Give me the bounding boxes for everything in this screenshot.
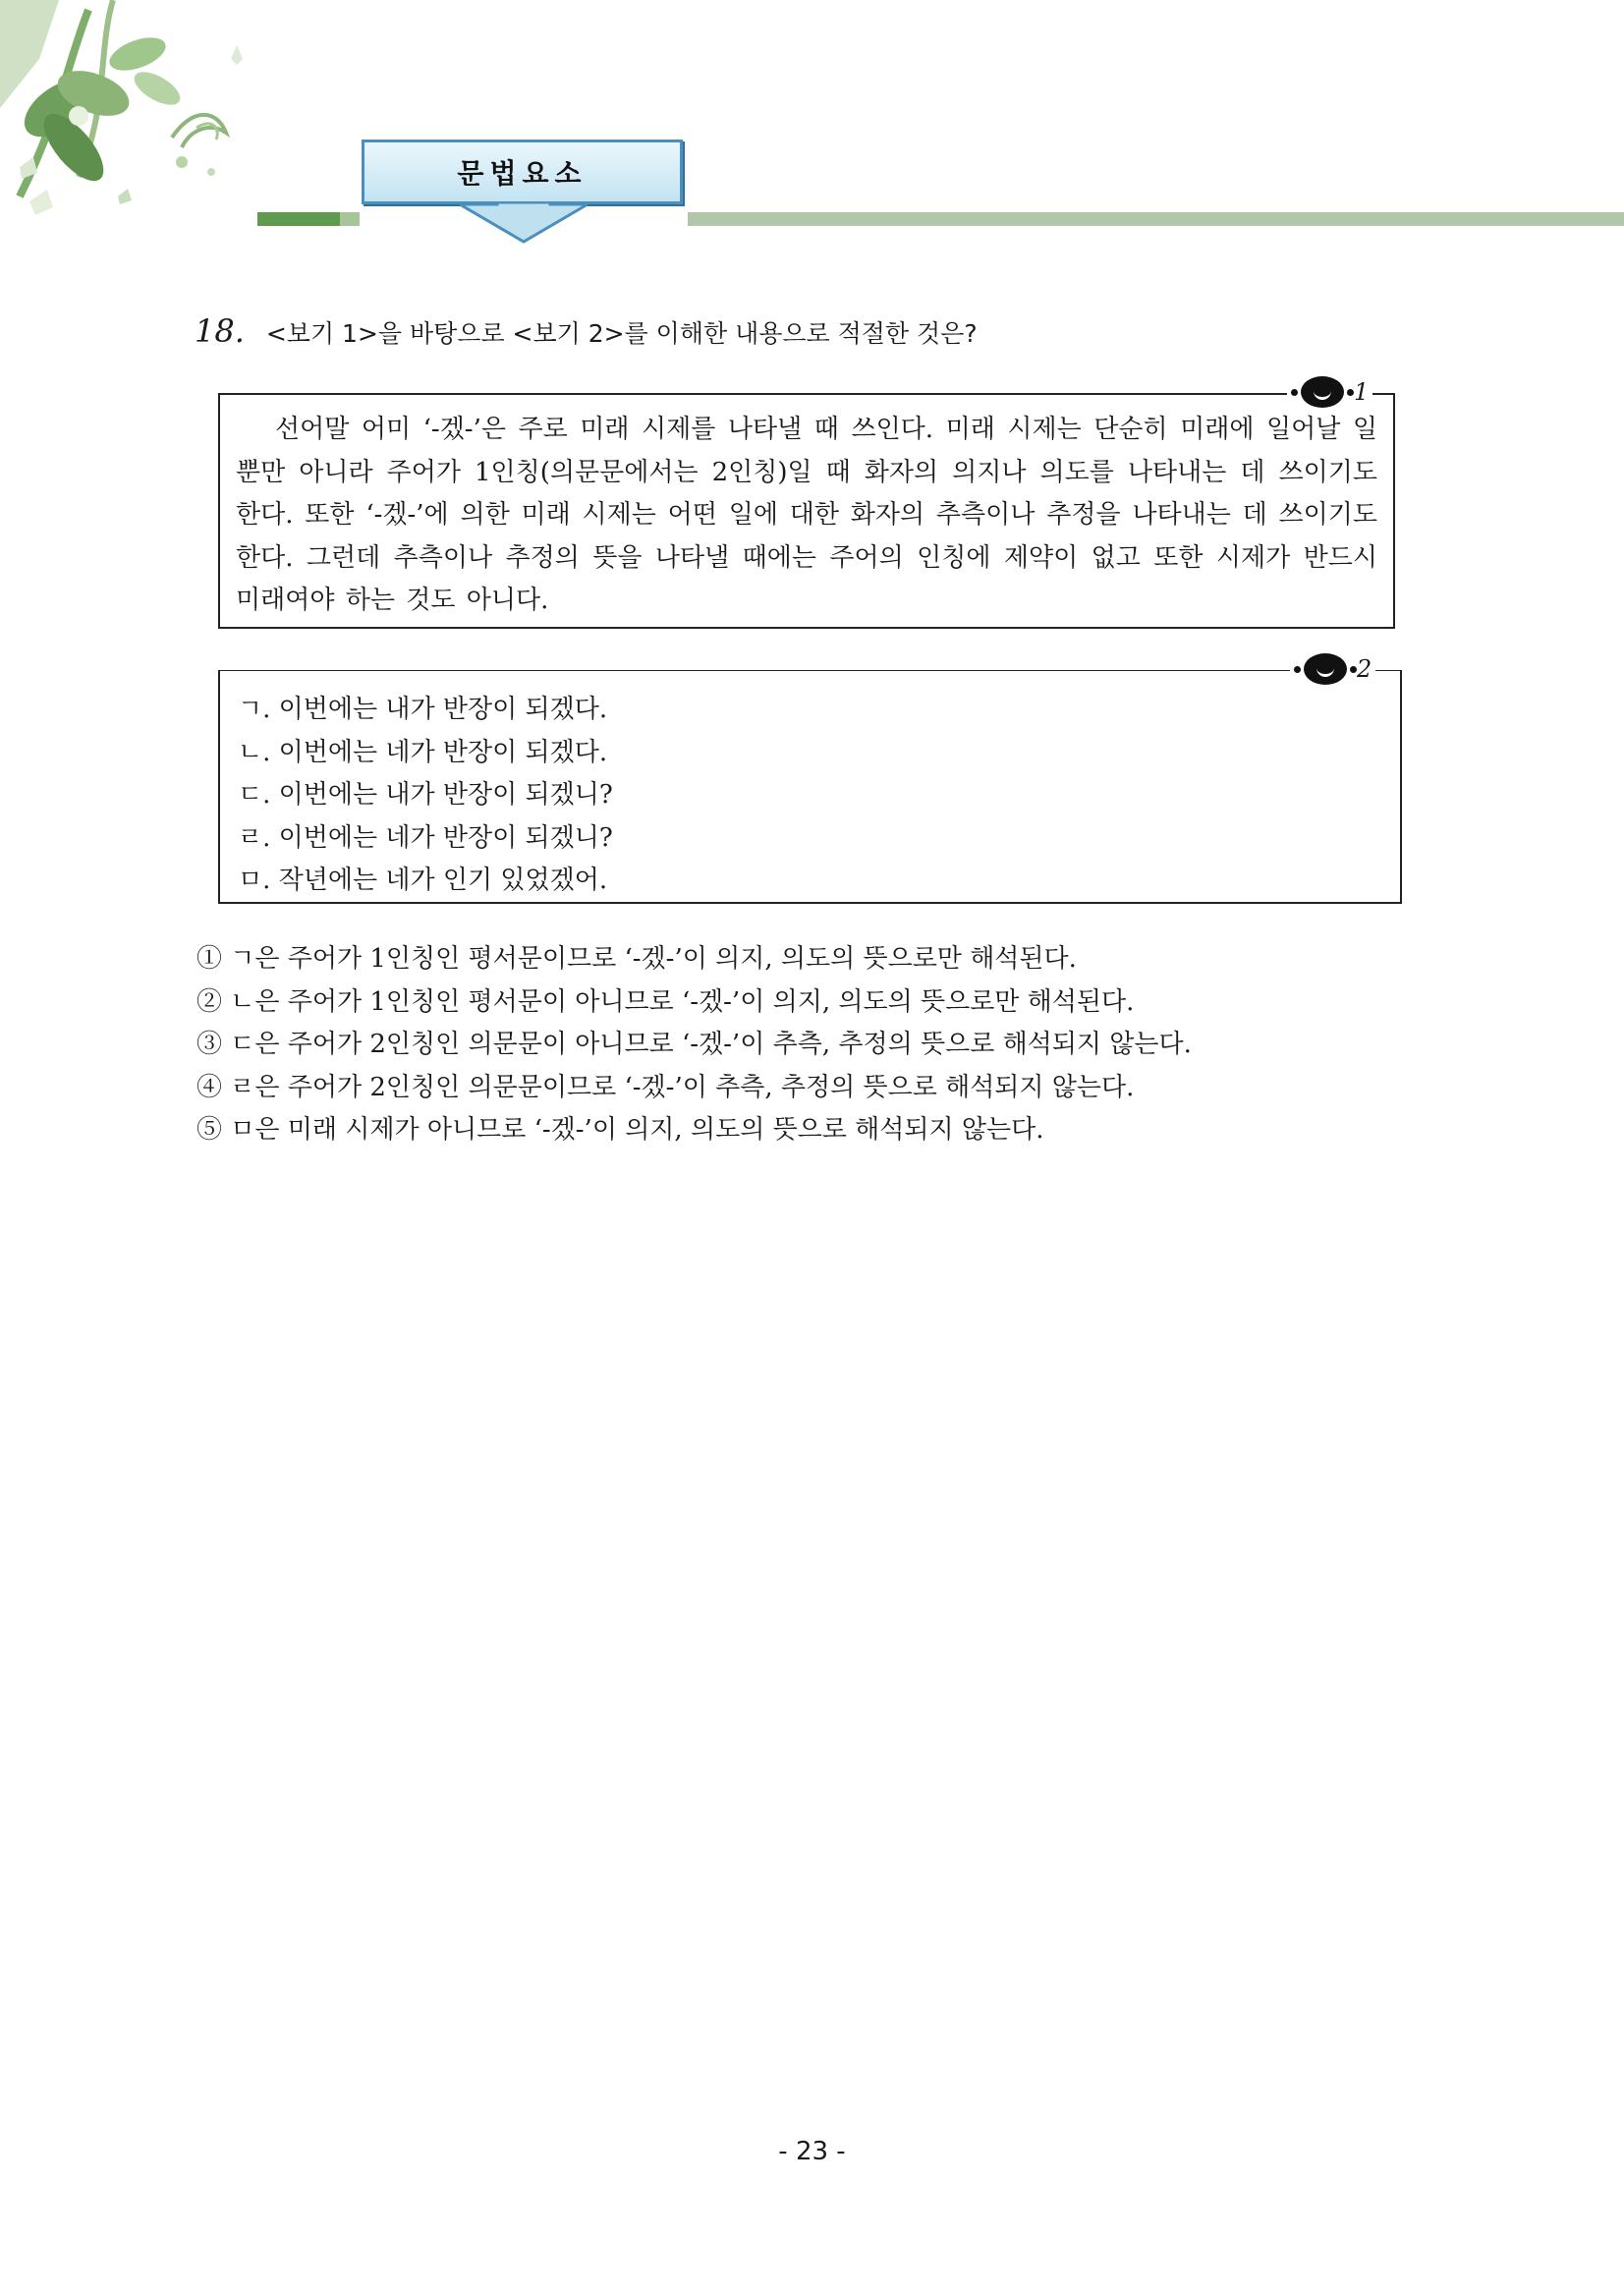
- box-1-label-number: 1: [1354, 378, 1370, 406]
- example-sentence: ㄷ. 이번에는 내가 반장이 되겠니?: [238, 780, 613, 810]
- answer-choice-1[interactable]: ① ㄱ은 주어가 1인칭인 평서문이므로 ‘-겠-’이 의지, 의도의 뜻으로만 해석된다.: [196, 944, 1077, 974]
- header-rule-accent-light: [340, 212, 360, 226]
- bogi-badge-icon: [1301, 376, 1344, 408]
- box-2-label: [1290, 653, 1375, 685]
- arrow-down-icon: [460, 202, 588, 244]
- dot-icon: [1350, 666, 1357, 673]
- question-number: 18.: [195, 312, 245, 350]
- dot-icon: [1294, 666, 1301, 673]
- example-sentence: ㄹ. 이번에는 네가 반장이 되겠니?: [238, 822, 613, 853]
- reference-box-1-text: 선어말 어미 ‘-겠-’은 주로 미래 시제를 나타낼 때 쓰인다. 미래 시제는 단순히 미래에 일어날 일뿐만 아니라 주어가 1인칭(의문문에서는 2인칭)일 때 화자의 의지나 의도를 나타내는 데 쓰이기도 한다. 또한 ‘-겠-’에 의한 미래 시제는 어떤 일에 대한 화자의 추측이나 추정을 나타내는 데 쓰이기도 한다. 그런데 추측이나 추정의 뜻을 나타낼 때에는 주어의 인칭에 제약이 없고 또한 시제가 반드시 미래여야 하는 것도 아니다.: [236, 415, 1377, 615]
- header-rule-accent: [257, 212, 340, 226]
- answer-choice-2[interactable]: ② ㄴ은 주어가 1인칭인 평서문이 아니므로 ‘-겠-’이 의지, 의도의 뜻으로만 해석된다.: [196, 986, 1135, 1017]
- question-text: <보기 1>을 바탕으로 <보기 2>를 이해한 내용으로 적절한 것은?: [265, 319, 978, 348]
- flower-vine-icon: [0, 0, 265, 231]
- reference-box-2: [218, 670, 1402, 904]
- answer-choice-5[interactable]: ⑤ ㅁ은 미래 시제가 아니므로 ‘-겠-’이 의지, 의도의 뜻으로 해석되지 않는다.: [196, 1115, 1044, 1145]
- section-title-banner: [362, 140, 683, 204]
- box-2-label-number: 2: [1357, 655, 1372, 683]
- example-sentence: ㄴ. 이번에는 네가 반장이 되겠다.: [238, 737, 608, 767]
- dot-icon: [1291, 389, 1298, 396]
- reference-box-1: [218, 393, 1395, 629]
- answer-choice-4[interactable]: ④ ㄹ은 주어가 2인칭인 의문문이므로 ‘-겠-’이 추측, 추정의 뜻으로 해석되지 않는다.: [196, 1072, 1135, 1102]
- header-rule: [688, 212, 1624, 226]
- example-sentence: ㅁ. 작년에는 네가 인기 있었겠어.: [238, 866, 608, 895]
- dot-icon: [1347, 389, 1354, 396]
- question-stem: [195, 312, 978, 350]
- box-1-label: [1287, 376, 1372, 408]
- example-sentence: ㄱ. 이번에는 내가 반장이 되겠다.: [238, 695, 608, 724]
- page-number: - 23 -: [778, 2137, 846, 2166]
- answer-choice-3[interactable]: ③ ㄷ은 주어가 2인칭인 의문문이 아니므로 ‘-겠-’이 추측, 추정의 뜻으로 해석되지 않는다.: [196, 1030, 1192, 1059]
- answer-choices: [196, 938, 1192, 1152]
- bogi-badge-icon: [1304, 653, 1347, 685]
- section-title: 문법요소: [457, 157, 588, 190]
